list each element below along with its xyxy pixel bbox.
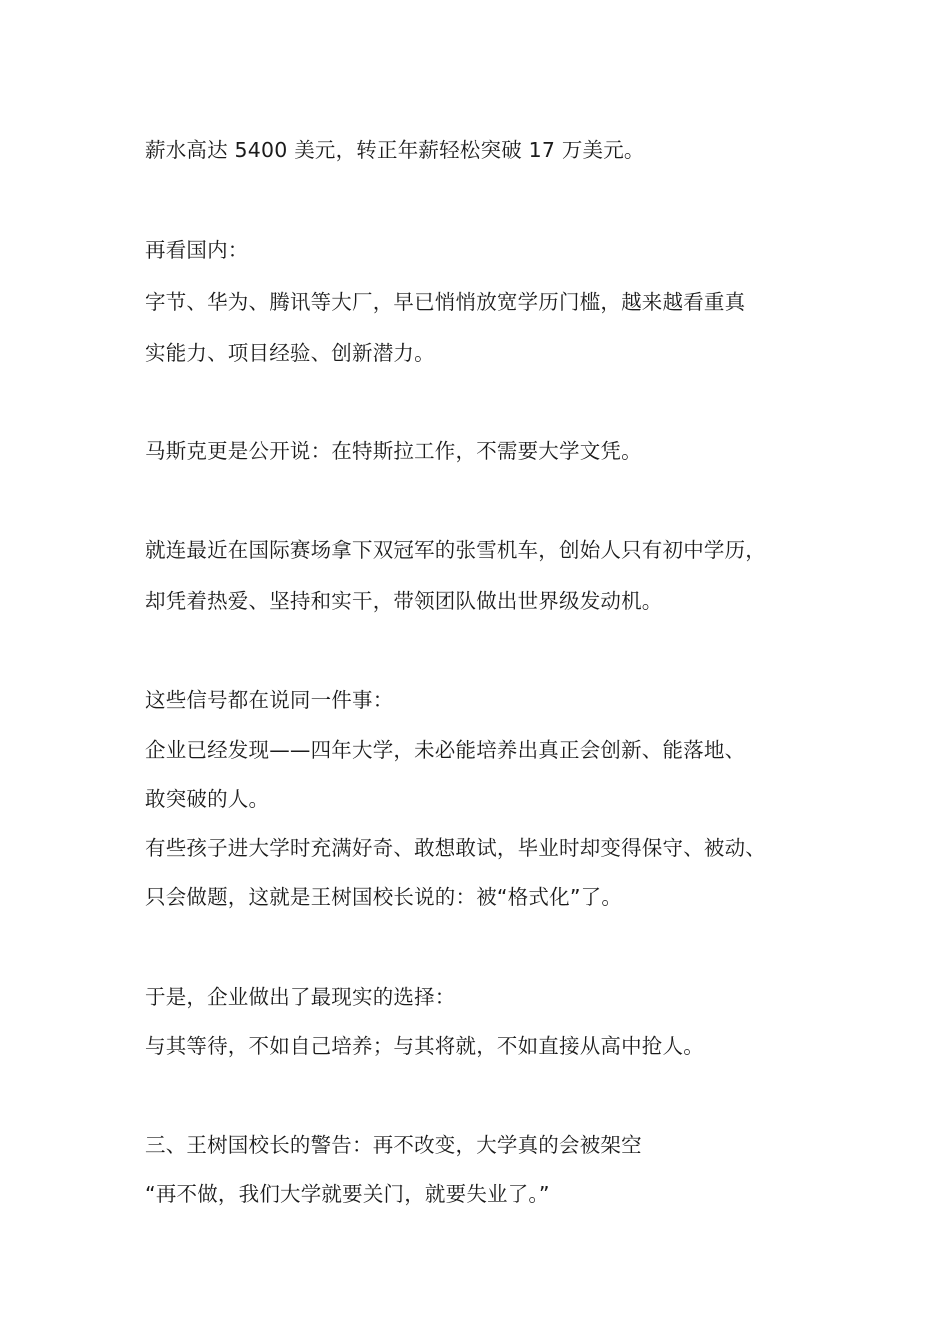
section-heading-warning: 三、王树国校长的警告：再不改变，大学真的会被架空 xyxy=(145,1133,642,1157)
paragraph-musk: 马斯克更是公开说：在特斯拉工作，不需要大学文凭。 xyxy=(145,439,642,463)
paragraph-signals: 这些信号都在说同一件事： xyxy=(145,688,394,712)
paragraph-students-1: 有些孩子进大学时充满好奇、敢想敢试，毕业时却变得保守、被动、 xyxy=(145,836,766,860)
paragraph-students-2: 只会做题，这就是王树国校长说的：被“格式化”了。 xyxy=(145,885,623,909)
paragraph-enterprise-2: 敢突破的人。 xyxy=(145,787,270,811)
paragraph-domestic-heading: 再看国内： xyxy=(145,238,249,262)
paragraph-zhangxue-1: 就连最近在国际赛场拿下双冠军的张雪机车，创始人只有初中学历， xyxy=(145,538,766,562)
paragraph-zhangxue-2: 却凭着热爱、坚持和实干，带领团队做出世界级发动机。 xyxy=(145,589,663,613)
paragraph-hire-highschool: 与其等待，不如自己培养；与其将就，不如直接从高中抢人。 xyxy=(145,1034,704,1058)
paragraph-salary: 薪水高达 5400 美元，转正年薪轻松突破 17 万美元。 xyxy=(145,138,645,162)
paragraph-big-companies-2: 实能力、项目经验、创新潜力。 xyxy=(145,341,435,365)
paragraph-choice: 于是，企业做出了最现实的选择： xyxy=(145,985,456,1009)
paragraph-enterprise-1: 企业已经发现——四年大学，未必能培养出真正会创新、能落地、 xyxy=(145,738,746,762)
paragraph-quote: “再不做，我们大学就要关门，就要失业了。” xyxy=(145,1182,550,1206)
paragraph-big-companies-1: 字节、华为、腾讯等大厂，早已悄悄放宽学历门槛，越来越看重真 xyxy=(145,290,746,314)
